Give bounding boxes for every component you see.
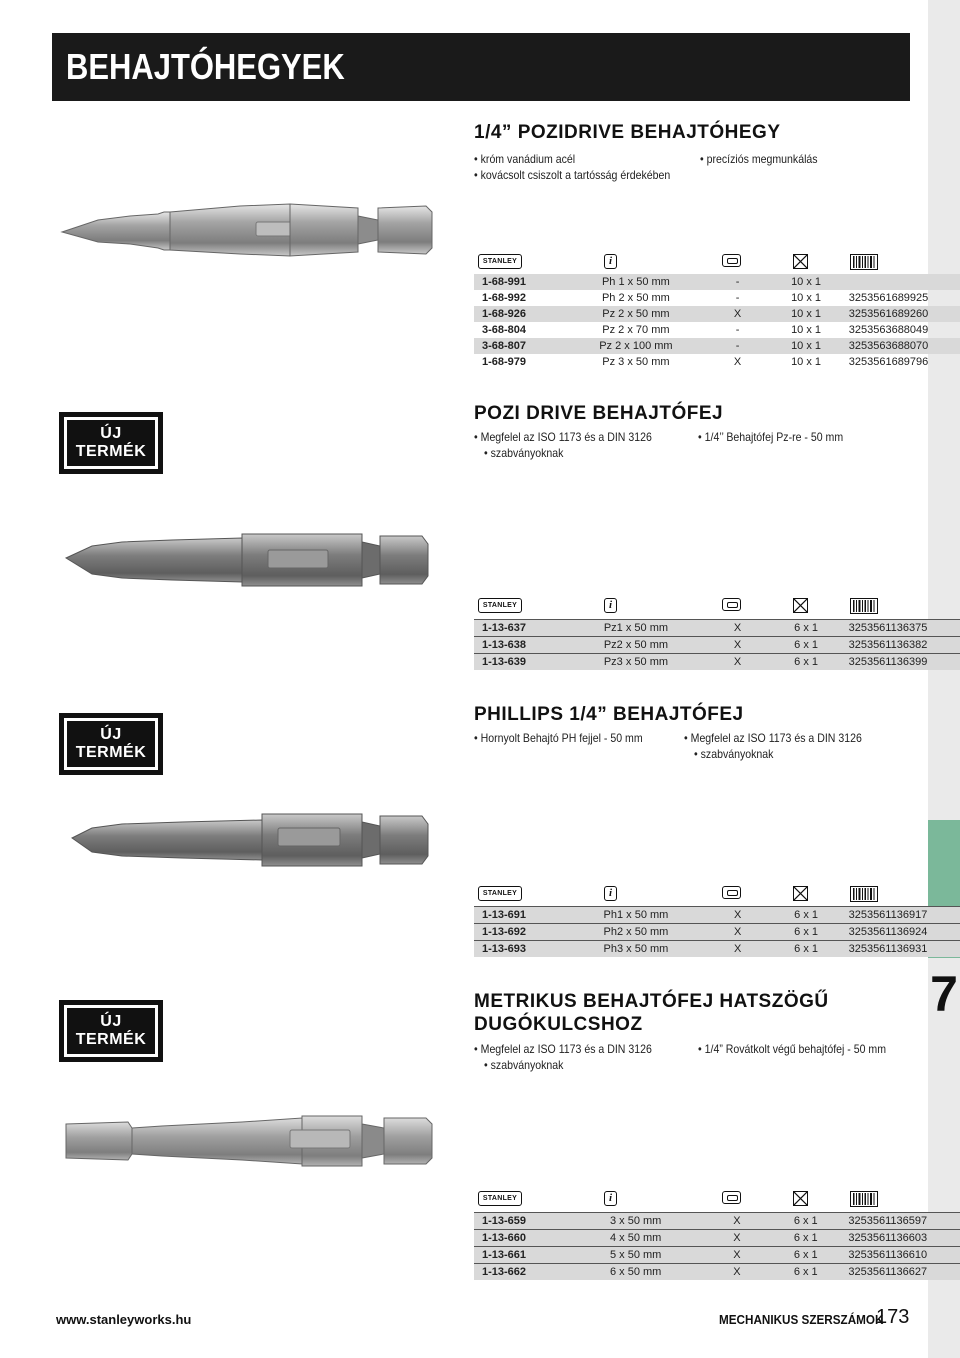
product-code: 1-68-979 xyxy=(482,356,527,368)
product-description: Ph3 x 50 mm xyxy=(566,941,705,958)
table-row xyxy=(474,907,960,924)
product-code: 1-13-692 xyxy=(474,924,566,941)
product-code: 1-68-926 xyxy=(474,306,566,322)
pack-quantity: 6 x 1 xyxy=(770,907,843,924)
page-title: BEHAJTÓHEGYEK xyxy=(66,46,345,87)
product-code: 1-68-992 xyxy=(482,292,527,304)
blister-flag: - xyxy=(706,338,769,354)
table-row xyxy=(474,654,960,671)
stanley-logo-icon: STANLEY xyxy=(478,1191,522,1206)
stanley-logo-icon: STANLEY xyxy=(478,886,522,901)
barcode-icon xyxy=(850,886,878,902)
info-icon: i xyxy=(604,598,617,613)
feature-bullet: • 1/4’’ Behajtófej Pz-re - 50 mm xyxy=(698,429,843,445)
table-row xyxy=(474,1264,960,1281)
footer-url: www.stanleyworks.hu xyxy=(56,1312,192,1327)
blister-flag: X xyxy=(706,306,769,322)
info-icon: i xyxy=(604,886,617,901)
blister-flag: X xyxy=(733,356,742,368)
blister-flag: X xyxy=(706,620,770,637)
ean-code: 3253561136917 xyxy=(843,907,960,924)
box-quantity-icon xyxy=(793,598,808,613)
table-row xyxy=(474,338,960,354)
product-code: 1-13-693 xyxy=(474,941,566,958)
feature-bullet-continuation: • szabványoknak xyxy=(484,445,563,461)
page-edge-strip xyxy=(928,0,960,1358)
product-code: 1-13-691 xyxy=(474,907,566,924)
pack-quantity: 6 x 1 xyxy=(769,1264,842,1281)
pack-quantity: 6 x 1 xyxy=(769,1213,842,1230)
footer-section-name: MECHANIKUS SZERSZÁMOK xyxy=(719,1312,884,1327)
table-row xyxy=(474,1213,960,1230)
product-code: 1-13-638 xyxy=(474,637,566,654)
table-icon-header xyxy=(478,1191,904,1211)
product-code: 1-13-661 xyxy=(474,1247,567,1264)
pack-quantity: 10 x 1 xyxy=(769,274,842,290)
stanley-logo-icon: STANLEY xyxy=(478,598,522,613)
pack-quantity: 6 x 1 xyxy=(770,620,843,637)
blister-flag: X xyxy=(706,637,770,654)
ean-code: 3253561136375 xyxy=(843,620,960,637)
table-row xyxy=(474,306,960,322)
badge-line1: ÚJ xyxy=(100,425,122,442)
stanley-logo-icon: STANLEY xyxy=(478,254,522,269)
new-product-badge xyxy=(59,412,163,474)
page-number: 173 xyxy=(876,1306,910,1328)
table-row xyxy=(474,354,960,370)
pack-quantity: 6 x 1 xyxy=(769,1230,842,1247)
table-row xyxy=(474,637,960,654)
badge-line1: ÚJ xyxy=(100,726,122,743)
badge-line1: ÚJ xyxy=(100,1013,122,1030)
pack-quantity: 10 x 1 xyxy=(791,292,822,304)
feature-bullet: • 1/4” Rovátkolt végű behajtófej - 50 mm xyxy=(698,1041,886,1057)
phillips-bit-image xyxy=(62,808,432,872)
ean-code: 3253561136627 xyxy=(842,1264,960,1281)
blister-flag: X xyxy=(706,654,770,671)
blister-flag: X xyxy=(705,1230,769,1247)
feature-bullet: • kovácsolt csiszolt a tartósság érdekében xyxy=(474,167,670,183)
blister-flag: - xyxy=(735,292,740,304)
section-title: METRIKUS BEHAJTÓFEJ HATSZÖGŰ xyxy=(474,991,829,1012)
blister-pack-icon xyxy=(722,1191,741,1204)
badge-line2: TERMÉK xyxy=(75,1031,147,1048)
product-table xyxy=(474,274,960,370)
ean-code xyxy=(843,274,960,290)
product-description: Pz1 x 50 mm xyxy=(566,620,705,637)
blister-flag: X xyxy=(706,924,770,941)
blister-flag: X xyxy=(706,941,770,958)
pack-quantity: 6 x 1 xyxy=(770,654,843,671)
product-code: 3-68-804 xyxy=(482,324,527,336)
product-description: 5 x 50 mm xyxy=(567,1247,705,1264)
ean-code: 3253561689260 xyxy=(843,306,960,322)
pack-quantity: 6 x 1 xyxy=(769,1247,842,1264)
product-code: 1-68-991 xyxy=(474,274,566,290)
table-row xyxy=(474,290,960,306)
ean-code: 3253561136382 xyxy=(843,637,960,654)
feature-bullet: • króm vanádium acél xyxy=(474,151,575,167)
barcode-icon xyxy=(850,598,878,614)
pack-quantity: 10 x 1 xyxy=(791,356,822,368)
product-code: 1-13-660 xyxy=(474,1230,567,1247)
blister-flag: - xyxy=(735,324,740,336)
product-description: 6 x 50 mm xyxy=(567,1264,705,1281)
product-description: Ph 2 x 50 mm xyxy=(601,292,670,304)
ean-code: 3253563688049 xyxy=(848,324,929,336)
section-title: POZI DRIVE BEHAJTÓFEJ xyxy=(474,403,724,424)
ean-code: 3253561136924 xyxy=(843,924,960,941)
product-table xyxy=(474,1212,960,1280)
product-table xyxy=(474,906,960,957)
barcode-icon xyxy=(850,254,878,270)
product-description: Pz3 x 50 mm xyxy=(566,654,705,671)
feature-bullet-continuation: • szabványoknak xyxy=(484,1057,563,1073)
badge-line2: TERMÉK xyxy=(75,744,147,761)
product-table xyxy=(474,619,960,670)
blister-pack-icon xyxy=(722,886,741,899)
table-row xyxy=(474,620,960,637)
new-product-badge xyxy=(59,1000,163,1062)
feature-bullet-continuation: • szabványoknak xyxy=(694,746,773,762)
section-title-line2: DUGÓKULCSHOZ xyxy=(474,1014,643,1035)
table-icon-header xyxy=(478,254,904,274)
pack-quantity: 6 x 1 xyxy=(770,637,843,654)
info-icon: i xyxy=(604,254,617,269)
feature-bullet: • Hornyolt Behajtó PH fejjel - 50 mm xyxy=(474,730,643,746)
ean-code: 3253561136597 xyxy=(842,1213,960,1230)
product-description: Pz 2 x 100 mm xyxy=(566,338,706,354)
pack-quantity: 6 x 1 xyxy=(770,924,843,941)
pozidrive-bit-image xyxy=(58,198,438,262)
feature-bullet: • Megfelel az ISO 1173 és a DIN 3126 xyxy=(474,429,652,445)
pack-quantity: 10 x 1 xyxy=(791,324,822,336)
chapter-number: 7 xyxy=(930,966,958,1022)
product-description: Ph 1 x 50 mm xyxy=(566,274,706,290)
barcode-icon xyxy=(850,1191,878,1207)
pack-quantity: 10 x 1 xyxy=(769,306,842,322)
table-row xyxy=(474,1247,960,1264)
product-code: 1-13-659 xyxy=(474,1213,567,1230)
ean-code: 3253561136399 xyxy=(843,654,960,671)
table-icon-header xyxy=(478,886,904,906)
section-title: PHILLIPS 1/4” BEHAJTÓFEJ xyxy=(474,704,744,725)
box-quantity-icon xyxy=(793,1191,808,1206)
table-row xyxy=(474,924,960,941)
product-description: Pz 2 x 70 mm xyxy=(602,324,670,336)
table-row xyxy=(474,322,960,338)
pozi-drive-bit-image xyxy=(62,528,432,592)
pack-quantity: 6 x 1 xyxy=(770,941,843,958)
box-quantity-icon xyxy=(793,254,808,269)
table-icon-header xyxy=(478,598,904,618)
blister-flag: X xyxy=(705,1264,769,1281)
table-row xyxy=(474,1230,960,1247)
product-description: Pz2 x 50 mm xyxy=(566,637,705,654)
table-row xyxy=(474,274,960,290)
feature-bullet: • Megfelel az ISO 1173 és a DIN 3126 xyxy=(684,730,862,746)
product-code: 1-13-637 xyxy=(474,620,566,637)
product-description: Pz 2 x 50 mm xyxy=(566,306,706,322)
product-code: 1-13-662 xyxy=(474,1264,567,1281)
product-description: Pz 3 x 50 mm xyxy=(602,356,670,368)
product-code: 3-68-807 xyxy=(474,338,566,354)
hex-metric-bit-image xyxy=(62,1108,436,1172)
product-description: 4 x 50 mm xyxy=(567,1230,705,1247)
section-title: 1/4” POZIDRIVE BEHAJTÓHEGY xyxy=(474,122,781,143)
ean-code: 3253561136931 xyxy=(843,941,960,958)
product-description: 3 x 50 mm xyxy=(567,1213,705,1230)
blister-flag: X xyxy=(706,907,770,924)
box-quantity-icon xyxy=(793,886,808,901)
badge-line2: TERMÉK xyxy=(75,443,147,460)
info-icon: i xyxy=(604,1191,617,1206)
product-description: Ph2 x 50 mm xyxy=(566,924,705,941)
pack-quantity: 10 x 1 xyxy=(769,338,842,354)
table-row xyxy=(474,941,960,958)
product-code: 1-13-639 xyxy=(474,654,566,671)
ean-code: 3253563688070 xyxy=(843,338,960,354)
product-description: Ph1 x 50 mm xyxy=(566,907,705,924)
new-product-badge xyxy=(59,713,163,775)
feature-bullet: • Megfelel az ISO 1173 és a DIN 3126 xyxy=(474,1041,652,1057)
blister-flag: X xyxy=(705,1247,769,1264)
ean-code: 3253561136610 xyxy=(842,1247,960,1264)
blister-flag: X xyxy=(705,1213,769,1230)
ean-code: 3253561689925 xyxy=(848,292,929,304)
ean-code: 3253561136603 xyxy=(842,1230,960,1247)
feature-bullet: • precíziós megmunkálás xyxy=(700,151,818,167)
ean-code: 3253561689796 xyxy=(848,356,929,368)
blister-flag: - xyxy=(706,274,769,290)
blister-pack-icon xyxy=(722,254,741,267)
blister-pack-icon xyxy=(722,598,741,611)
